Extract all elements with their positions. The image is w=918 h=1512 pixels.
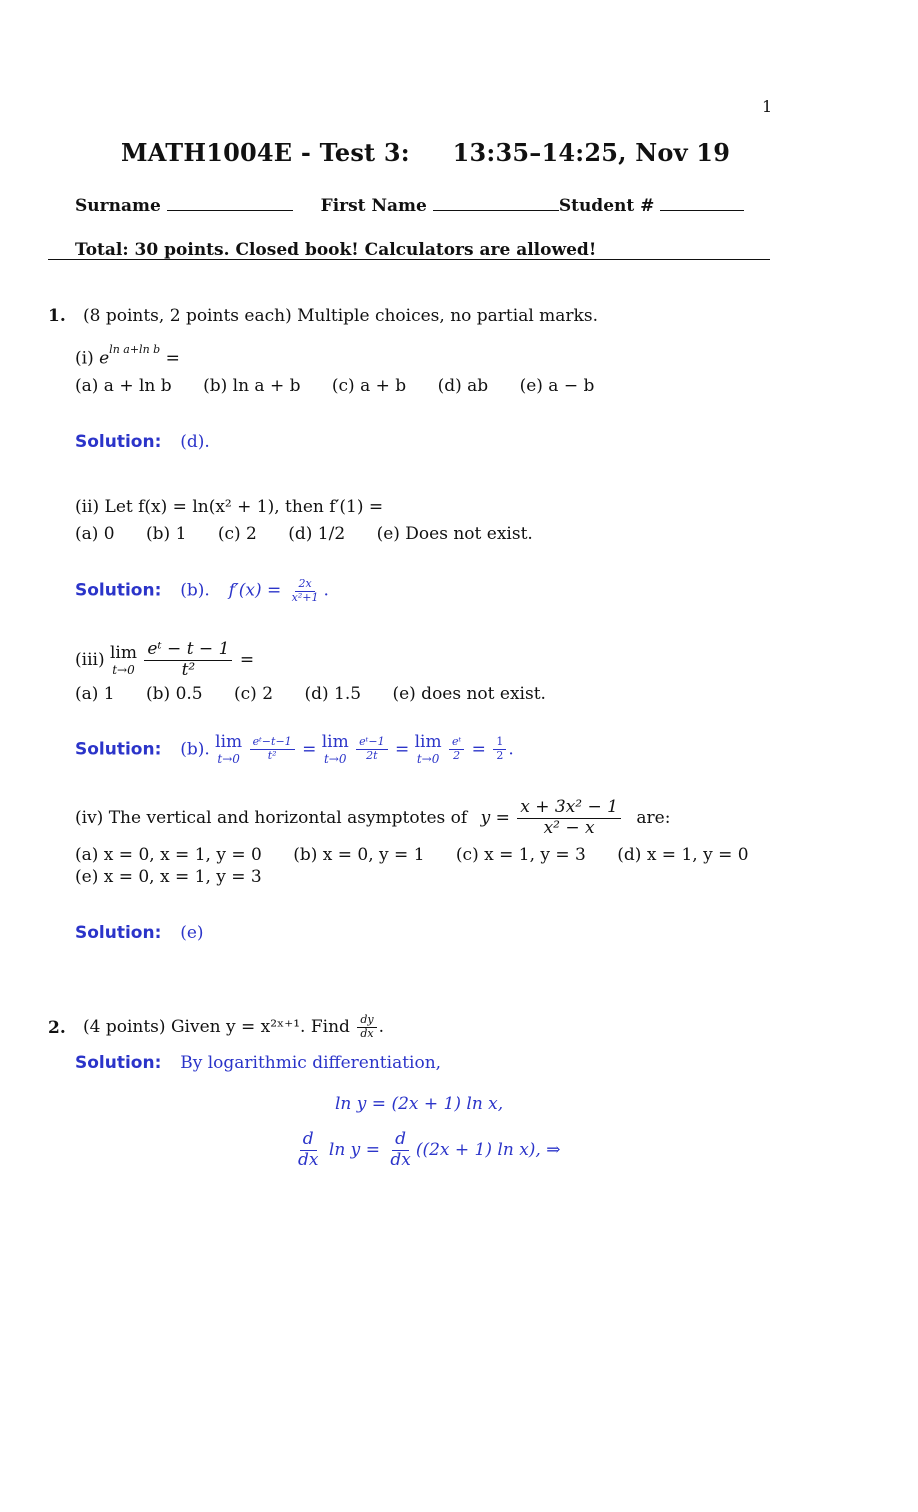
q2-fraction: $\frac{dy}{dx}$ bbox=[357, 1014, 376, 1040]
q1-iv-choice-a: (a) x = 0, x = 1, y = 0 bbox=[75, 845, 262, 865]
q1-i-choice-a: (a) a + ln b bbox=[75, 376, 172, 396]
q1-iii-fraction: $\frac{\text{eᵗ − t − 1}}{\text{t²}}$ bbox=[144, 640, 232, 680]
q2-prompt: (4 points) Given y = x²ˣ⁺¹. Find $\frac{dy}{dx}$ . bbox=[83, 1013, 384, 1040]
q1-iv-choice-c: (c) x = 1, y = 3 bbox=[455, 845, 586, 865]
q1-ii-choices bbox=[75, 524, 533, 544]
q2-eq2-frac-2: $\frac{d}{dx}$ bbox=[390, 1129, 411, 1170]
q1-iii-label: (iii) bbox=[75, 650, 105, 671]
q1-iii-choice-d: (d) 1.5 bbox=[304, 684, 362, 704]
q1-iii-sol-frac-3: $\frac{\text{eᵗ}}{2}$ bbox=[449, 736, 464, 762]
q1-i-label: (i) bbox=[75, 348, 94, 369]
q1-i-prompt: (i) $e^{ln a+ln b}$ = bbox=[75, 343, 180, 369]
solution-label: Solution: bbox=[75, 432, 162, 452]
q1-ii-solution-prefix: (b). bbox=[180, 580, 210, 601]
q1-i-choices bbox=[75, 376, 594, 396]
student-label: Student # bbox=[558, 196, 655, 216]
page-number: 1 bbox=[762, 97, 773, 116]
q1-iv-choice-b: (b) x = 0, y = 1 bbox=[293, 845, 425, 865]
q1-iii-choice-e: (e) does not exist. bbox=[392, 684, 546, 704]
surname-blank bbox=[167, 196, 293, 211]
q1-ii-choice-c: (c) 2 bbox=[217, 524, 257, 544]
q1-i-exponent: ln a+ln b bbox=[109, 343, 161, 356]
q1-ii-choice-a: (a) 0 bbox=[75, 524, 115, 544]
q1-iv-choice-e: (e) x = 0, x = 1, y = 3 bbox=[75, 867, 262, 887]
q1-iv-choice-d: (d) x = 1, y = 0 bbox=[617, 845, 749, 865]
q1-ii-prompt: (ii) Let f(x) = ln(x² + 1), then f′(1) = bbox=[75, 497, 384, 517]
q1-ii-choice-d: (d) 1/2 bbox=[288, 524, 346, 544]
q2-equation-2 bbox=[293, 1130, 560, 1170]
q1-number: 1. bbox=[48, 306, 66, 326]
q2-eq2-mid: ln y = bbox=[328, 1140, 380, 1161]
name-fields-row bbox=[75, 196, 744, 216]
q1-iv-after: are: bbox=[636, 808, 671, 829]
student-blank bbox=[660, 196, 744, 211]
q1-iii-choices bbox=[75, 684, 546, 704]
q2-solution-intro: By logarithmic differentiation, bbox=[180, 1053, 442, 1073]
q1-iii-sol-lim-1: lim t→0 bbox=[215, 732, 243, 766]
q1-iv-prompt: (iv) The vertical and horizontal asymptotes of y = $\frac{\text{x + 3x² − 1}}{\text{x² − x}}$ are: bbox=[75, 797, 671, 838]
q1-intro: (8 points, 2 points each) Multiple choices, no partial marks. bbox=[83, 306, 598, 326]
q1-iv-fraction: $\frac{\text{x + 3x² − 1}}{\text{x² − x}}$ bbox=[517, 798, 621, 838]
first-name-label: First Name bbox=[320, 196, 427, 216]
q1-i-choice-d: (d) ab bbox=[437, 376, 489, 396]
first-name-blank bbox=[433, 196, 559, 211]
q1-iii-choice-a: (a) 1 bbox=[75, 684, 115, 704]
q2-number: 2. bbox=[48, 1018, 66, 1038]
solution-label: Solution: bbox=[75, 923, 162, 943]
page-title: MATH1004E - Test 3: 13:35–14:25, Nov 19 bbox=[121, 138, 731, 167]
q1-i-solution bbox=[75, 432, 210, 452]
q1-iii-solution-prefix: (b). bbox=[180, 739, 210, 760]
q2-solution bbox=[75, 1053, 441, 1073]
solution-label: Solution: bbox=[75, 1053, 162, 1073]
q1-ii-solution-expr: f′(x) = bbox=[228, 580, 282, 601]
q2-equation-1: ln y = (2x + 1) ln x, bbox=[335, 1094, 504, 1114]
total-line: Total: 30 points. Closed book! Calculators are allowed! bbox=[75, 240, 597, 260]
q2-eq2-frac-1: $\frac{d}{dx}$ bbox=[298, 1129, 319, 1170]
solution-label: Solution: bbox=[75, 739, 162, 760]
q1-iii-sol-frac-4: $\frac{1}{2}$ bbox=[493, 736, 506, 762]
q1-iii-solution: Solution: (b). lim t→0 $\frac{\text{eᵗ−t−1}}{\text{t²}}$ = lim t→0 $\frac{\text{eᵗ−1}}{2t}$ = lim t→0 $\frac{\text{eᵗ}}{2}$ = $\frac{1}{2}$ . bbox=[75, 732, 514, 766]
q1-ii-solution-fraction: $\frac{2x}{\text{x²+1}}$ bbox=[291, 577, 319, 604]
q1-iv-solution bbox=[75, 923, 204, 943]
q2-eq2-end: ((2x + 1) ln x), ⇒ bbox=[415, 1140, 561, 1161]
q1-iv-prompt-text: (iv) The vertical and horizontal asymptotes of bbox=[75, 808, 468, 829]
q1-iii-sol-frac-1: $\frac{\text{eᵗ−t−1}}{\text{t²}}$ bbox=[250, 736, 295, 762]
q1-iii-limit: lim t→0 bbox=[109, 642, 137, 677]
q1-iii-sol-lim-3: lim t→0 bbox=[414, 732, 442, 766]
q1-iii-prompt: (iii) lim t→0 $\frac{\text{eᵗ − t − 1}}{\text{t²}}$ = bbox=[75, 639, 255, 680]
q1-ii-choice-e: (e) Does not exist. bbox=[376, 524, 533, 544]
q1-iv-choices-line1 bbox=[75, 845, 749, 865]
q1-i-choice-b: (b) ln a + b bbox=[203, 376, 301, 396]
q2-prompt-text: (4 points) Given y = x²ˣ⁺¹. Find bbox=[83, 1017, 350, 1038]
q1-ii-choice-b: (b) 1 bbox=[146, 524, 187, 544]
q1-i-solution-text: (d). bbox=[180, 432, 210, 452]
solution-label: Solution: bbox=[75, 580, 162, 601]
q1-iii-choice-b: (b) 0.5 bbox=[146, 684, 203, 704]
q1-iv-solution-text: (e) bbox=[180, 923, 204, 943]
q1-ii-solution: Solution: (b). f′(x) = $\frac{2x}{\text{x²+1}}$ . bbox=[75, 577, 329, 604]
q1-iii-choice-c: (c) 2 bbox=[234, 684, 274, 704]
q1-i-choice-e: (e) a − b bbox=[519, 376, 595, 396]
q1-iii-sol-frac-2: $\frac{\text{eᵗ−1}}{2t}$ bbox=[356, 736, 387, 762]
q1-iii-sol-lim-2: lim t→0 bbox=[321, 732, 349, 766]
surname-label: Surname bbox=[75, 196, 161, 216]
q1-i-choice-c: (c) a + b bbox=[331, 376, 407, 396]
header-rule bbox=[48, 259, 770, 260]
